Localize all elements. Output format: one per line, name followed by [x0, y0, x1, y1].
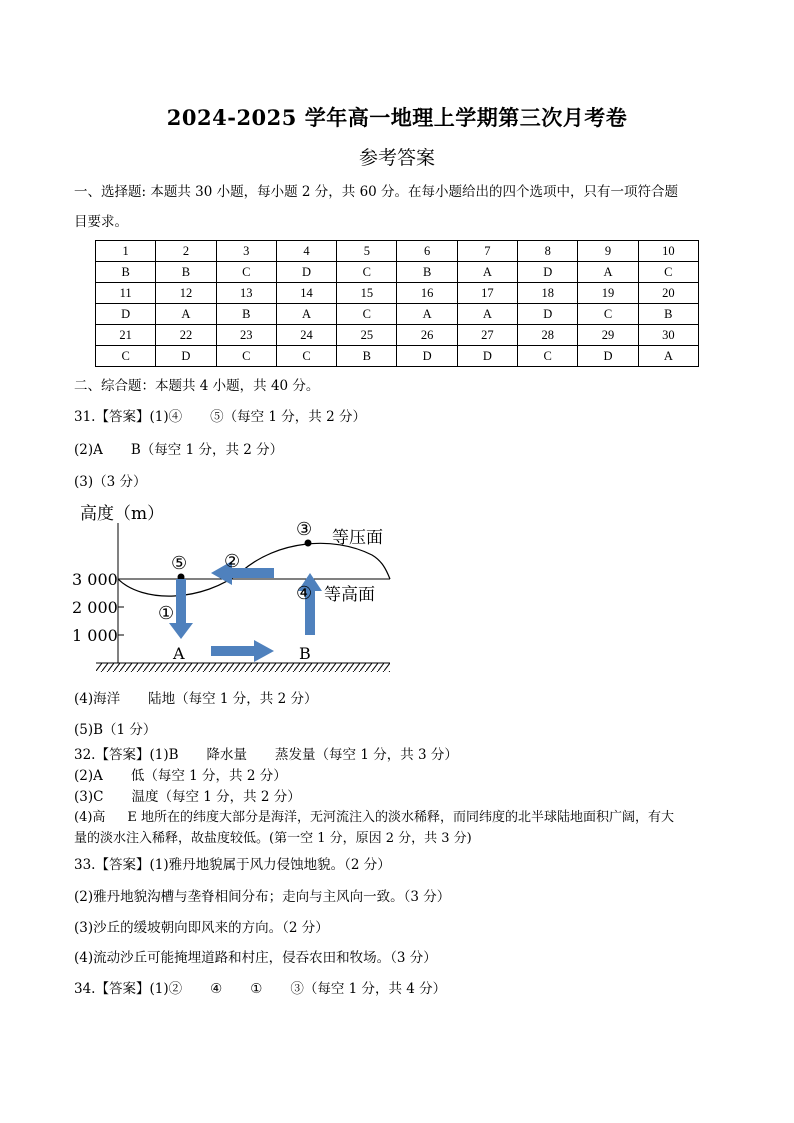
marker-3: ③	[296, 519, 313, 540]
table-cell: 18	[518, 283, 578, 304]
ground-hatch	[96, 663, 390, 672]
marker-5: ⑤	[171, 553, 188, 574]
point-A-label: A	[173, 644, 185, 663]
q32-p1-answer-a: (1)B	[149, 747, 179, 763]
table-cell: 29	[578, 325, 638, 346]
table-cell: 15	[337, 283, 397, 304]
table-cell: B	[397, 262, 457, 283]
table-cell: D	[156, 346, 216, 367]
table-cell: A	[397, 304, 457, 325]
q32-p1-answer-b: 降水量	[206, 747, 248, 763]
table-cell: B	[96, 262, 156, 283]
q32-part1	[74, 746, 458, 764]
table-cell: D	[397, 346, 457, 367]
table-cell: 1	[96, 241, 156, 262]
table-cell: 10	[638, 241, 698, 262]
table-cell: B	[156, 262, 216, 283]
q34-p1-answer-d: ③（每空 1 分，共 4 分）	[290, 981, 447, 997]
q31-p2-answer-b: B（每空 1 分，共 2 分）	[130, 442, 284, 458]
table-cell: 26	[397, 325, 457, 346]
table-cell: 19	[578, 283, 638, 304]
table-cell: C	[578, 304, 638, 325]
table-cell: D	[578, 346, 638, 367]
q32-part4-line2: 量的淡水注入稀释，故盐度较低。(第一空 1 分，原因 2 分，共 3 分)	[74, 831, 472, 846]
table-row-answers	[96, 304, 699, 325]
q32-part3	[74, 788, 301, 806]
table-cell: A	[457, 304, 517, 325]
tick-label-1000: 1 000	[72, 626, 118, 645]
q31-p2-answer-a: (2)A	[74, 442, 103, 458]
table-cell: D	[96, 304, 156, 325]
table-cell: 28	[518, 325, 578, 346]
q33-part3: (3)沙丘的缓坡朝向即风来的方向。（2 分）	[74, 920, 329, 936]
marker-4: ④	[296, 583, 313, 604]
q32-p2-answer-a: (2)A	[74, 768, 103, 784]
table-cell: C	[216, 346, 276, 367]
table-cell: C	[216, 262, 276, 283]
q31-label: 31.【答案】	[74, 409, 150, 425]
q32-p2-answer-b: 低（每空 1 分，共 2 分）	[130, 768, 287, 784]
q31-p1-answer-a: (1)④	[149, 409, 183, 425]
page-title: 2024-2025 学年高一地理上学期第三次月考卷	[166, 105, 628, 130]
table-cell: A	[276, 304, 336, 325]
table-cell: 5	[337, 241, 397, 262]
tick-label-2000: 2 000	[72, 598, 118, 617]
table-cell: 25	[337, 325, 397, 346]
q33-part1	[74, 856, 391, 874]
section1-instructions-line2: 目要求。	[74, 214, 128, 230]
point-3-dot	[305, 540, 312, 547]
pressure-diagram	[72, 495, 402, 675]
table-cell: B	[638, 304, 698, 325]
table-cell: 30	[638, 325, 698, 346]
section1-instructions-line1: 一、选择题: 本题共 30 小题，每小题 2 分，共 60 分。在每小题给出的四个选项中，只有一项符合题	[74, 184, 679, 200]
marker-1: ①	[158, 603, 175, 624]
table-cell: A	[457, 262, 517, 283]
arrow-ground-right	[211, 640, 274, 662]
q33-part2: (2)雅丹地貌沟槽与垄脊相间分布；走向与主风向一致。（3 分）	[74, 889, 451, 905]
q32-p3-answer-b: 温度（每空 1 分，共 2 分）	[131, 789, 301, 805]
table-cell: 27	[457, 325, 517, 346]
table-cell: 2	[156, 241, 216, 262]
table-cell: 21	[96, 325, 156, 346]
q32-p4-reason-line1: E 地所在的纬度大部分是海洋，无河流注入的淡水稀释，而同纬度的北半球陆地面积广阔，有大	[127, 810, 675, 825]
q32-p3-answer-a: (3)C	[74, 789, 104, 805]
q33-part4: (4)流动沙丘可能掩埋道路和村庄，侵吞农田和牧场。（3 分）	[74, 950, 437, 966]
marker-2: ②	[224, 551, 241, 572]
table-cell: 20	[638, 283, 698, 304]
table-row-answers	[96, 346, 699, 367]
table-cell: B	[337, 346, 397, 367]
q33-p1-answer: (1)雅丹地貌属于风力侵蚀地貌。（2 分）	[149, 857, 391, 873]
q31-part4	[74, 690, 317, 708]
q31-p4-answer-b: 陆地（每空 1 分，共 2 分）	[148, 691, 318, 707]
q34-p1-answer-a: (1)②	[149, 981, 183, 997]
q31-part3: (3)（3 分）	[74, 474, 147, 490]
table-cell: C	[337, 304, 397, 325]
table-cell: C	[638, 262, 698, 283]
table-cell: D	[518, 304, 578, 325]
q34-p1-answer-b: ④	[210, 981, 223, 997]
table-cell: 4	[276, 241, 336, 262]
q31-p1-answer-b: ⑤（每空 1 分，共 2 分）	[210, 409, 366, 425]
table-cell: A	[638, 346, 698, 367]
table-cell: C	[276, 346, 336, 367]
table-row-question-numbers	[96, 241, 699, 262]
q33-label: 33.【答案】	[74, 857, 150, 873]
q31-part2	[74, 441, 283, 459]
point-B-label: B	[299, 644, 311, 663]
answer-table	[95, 240, 699, 367]
table-cell: 13	[216, 283, 276, 304]
q31-p4-answer-a: (4)海洋	[74, 691, 121, 707]
table-cell: 7	[457, 241, 517, 262]
table-row-question-numbers	[96, 283, 699, 304]
arrow-2-left	[211, 561, 274, 585]
table-cell: 8	[518, 241, 578, 262]
table-cell: C	[337, 262, 397, 283]
table-cell: 16	[397, 283, 457, 304]
label-isoheight: 等高面	[324, 585, 375, 605]
table-cell: 3	[216, 241, 276, 262]
table-cell: A	[578, 262, 638, 283]
table-cell: 11	[96, 283, 156, 304]
table-cell: 24	[276, 325, 336, 346]
table-cell: 12	[156, 283, 216, 304]
q32-part4-line1	[74, 809, 674, 827]
q32-p4-answer-a: (4)高	[74, 810, 106, 825]
q34-part1	[74, 980, 446, 998]
table-cell: 23	[216, 325, 276, 346]
q31-part1	[74, 408, 366, 426]
section2-heading: 二、综合题：本题共 4 小题，共 40 分。	[74, 378, 320, 394]
q32-label: 32.【答案】	[74, 747, 150, 763]
table-cell: C	[96, 346, 156, 367]
page-subtitle: 参考答案	[358, 147, 435, 169]
y-axis-label: 高度（m）	[80, 504, 165, 524]
q34-p1-answer-c: ①	[250, 981, 263, 997]
table-cell: 6	[397, 241, 457, 262]
table-cell: A	[156, 304, 216, 325]
table-cell: 14	[276, 283, 336, 304]
q34-label: 34.【答案】	[74, 981, 150, 997]
table-cell: 17	[457, 283, 517, 304]
tick-label-3000: 3 000	[72, 570, 118, 589]
table-cell: 22	[156, 325, 216, 346]
label-isobar: 等压面	[332, 528, 383, 548]
table-cell: C	[518, 346, 578, 367]
table-cell: D	[276, 262, 336, 283]
table-row-answers	[96, 262, 699, 283]
q32-part2	[74, 767, 287, 785]
table-cell: D	[457, 346, 517, 367]
q32-p1-answer-c: 蒸发量（每空 1 分，共 3 分）	[275, 747, 458, 763]
q31-part5: (5)B（1 分）	[74, 722, 157, 738]
table-cell: D	[518, 262, 578, 283]
table-cell: 9	[578, 241, 638, 262]
table-cell: B	[216, 304, 276, 325]
table-row-question-numbers	[96, 325, 699, 346]
